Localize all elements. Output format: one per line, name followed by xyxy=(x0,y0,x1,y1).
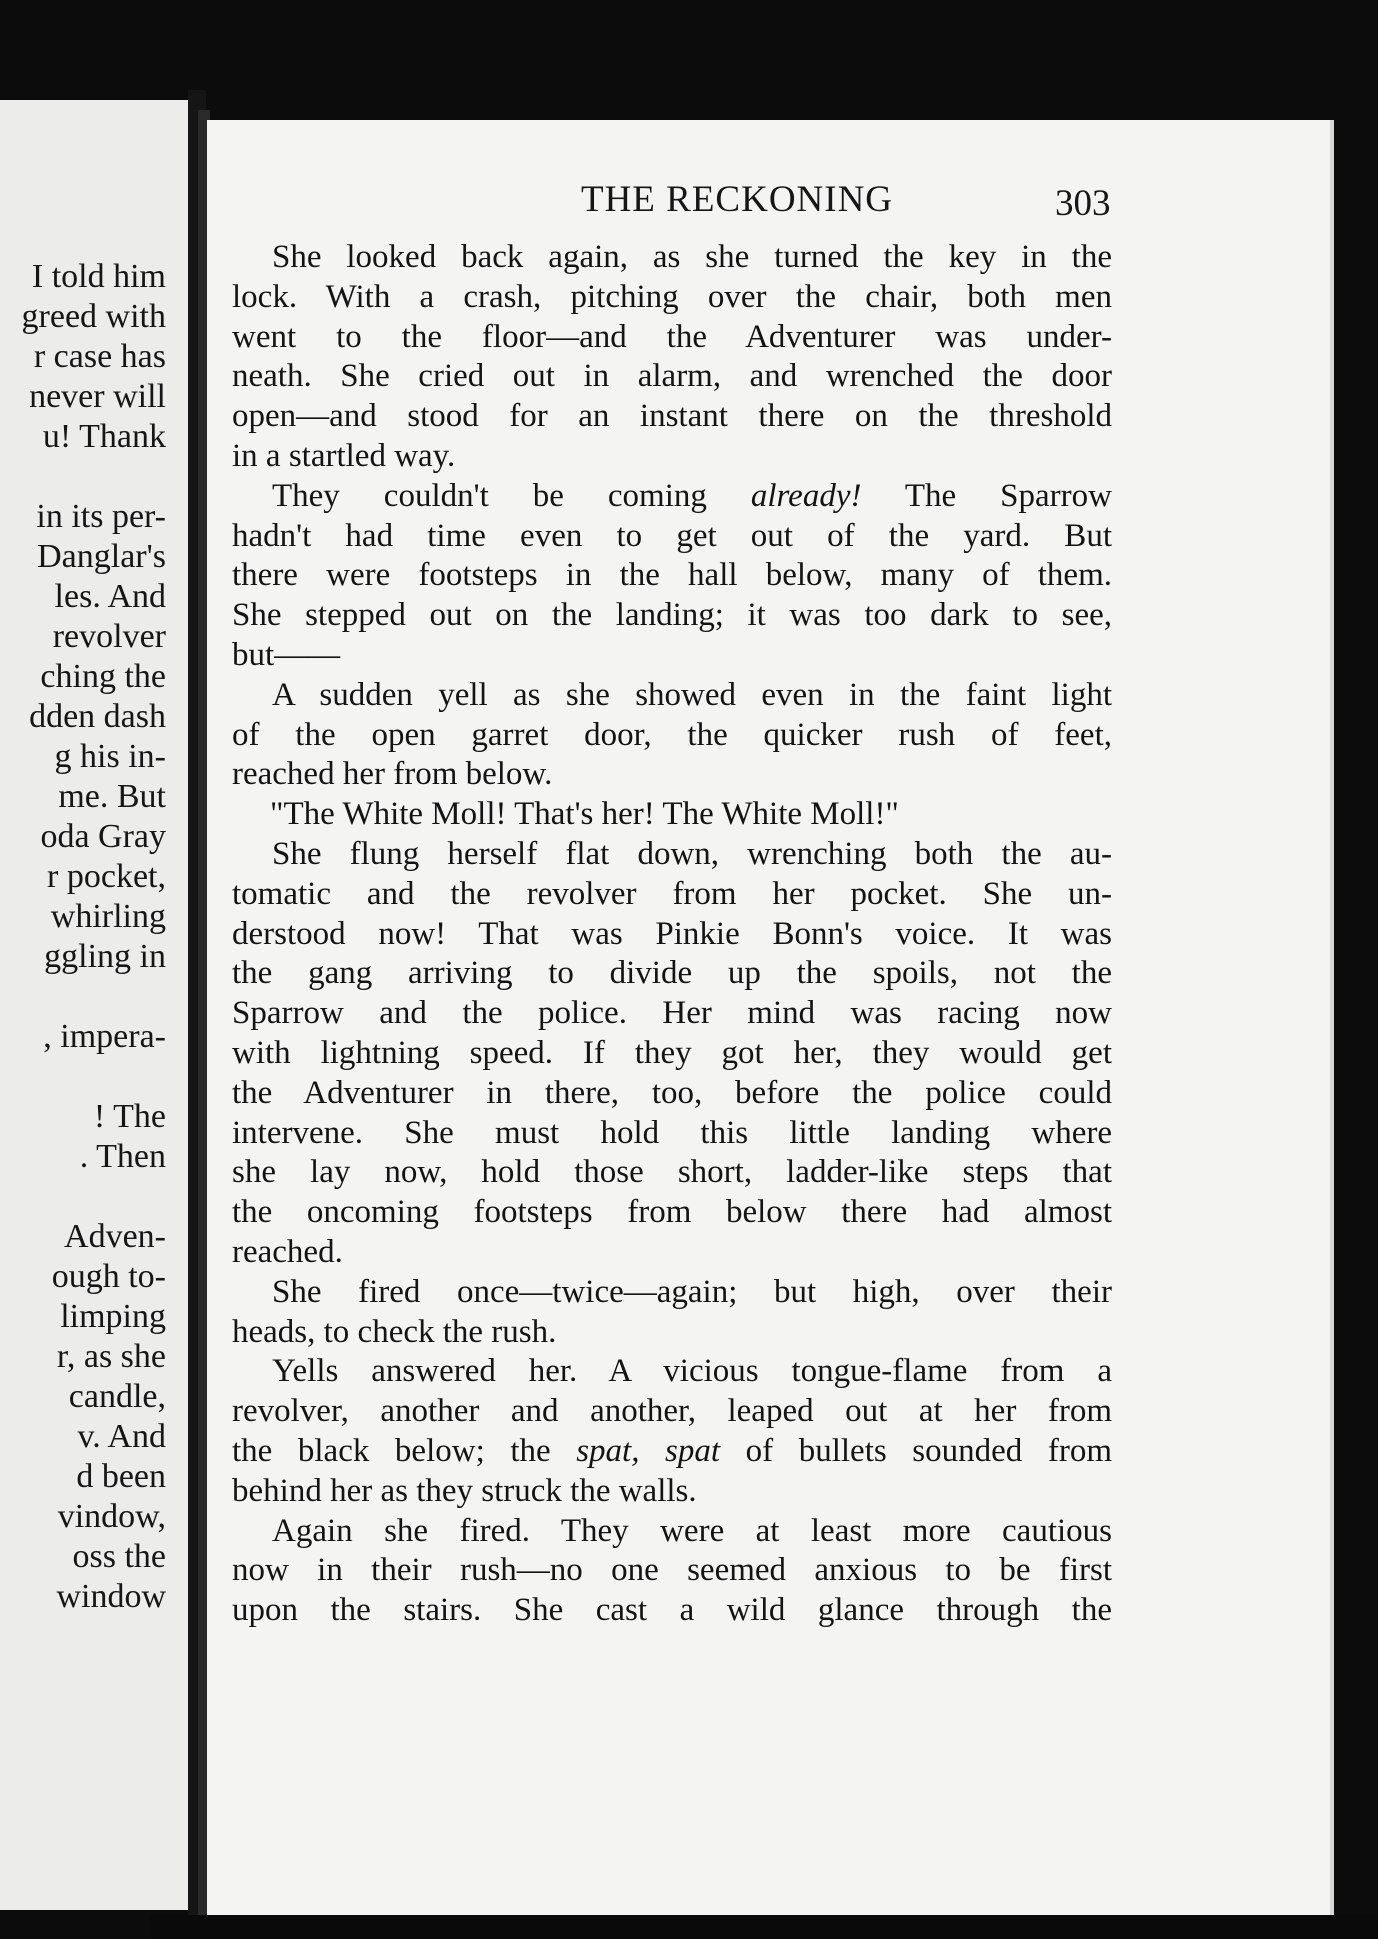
left-page-text xyxy=(0,257,166,1617)
text-line: Yells answered her. A vicious tongue-flame from a xyxy=(272,1353,1112,1390)
text-line: went to the floor—and the Adventurer was under- xyxy=(232,318,1112,355)
text-line: Again she fired. They were at least more cautious xyxy=(272,1512,1112,1549)
left-line: ough to- xyxy=(51,1258,166,1295)
text-line: reached her from below. xyxy=(232,756,553,793)
left-line: Danglar's xyxy=(37,538,166,575)
left-line xyxy=(0,977,166,1017)
left-line xyxy=(0,457,166,497)
text-line: heads, to check the rush. xyxy=(232,1313,557,1350)
text-line: "The White Moll! That's her! The White Moll!" xyxy=(270,796,899,833)
left-line: oda Gray xyxy=(40,818,166,855)
text-line: now in their rush—no one seemed anxious to be first xyxy=(232,1552,1112,1589)
text-line: reached. xyxy=(232,1233,343,1270)
left-line: me. But xyxy=(58,778,166,815)
text-line: She flung herself flat down, wrenching both the au- xyxy=(272,835,1112,872)
left-line: never will xyxy=(29,378,166,415)
left-line: oss the xyxy=(72,1538,166,1575)
text-line: the oncoming footsteps from below there had almost xyxy=(232,1194,1112,1231)
right-page xyxy=(207,120,1334,1915)
page-number: 303 xyxy=(1055,183,1111,224)
left-line: window xyxy=(56,1578,166,1615)
text-line: derstood now! That was Pinkie Bonn's voice. It was xyxy=(232,915,1112,952)
text-line: hadn't had time even to get out of the yard. But xyxy=(232,517,1112,554)
text-line: tomatic and the revolver from her pocket. She un- xyxy=(232,875,1112,912)
emphasis-text: already! xyxy=(750,477,862,514)
left-line xyxy=(0,1057,166,1097)
left-line: v. And xyxy=(77,1418,166,1455)
bottom-scan-edge xyxy=(150,1915,1378,1939)
left-line: revolver xyxy=(52,618,166,655)
text-line: of the open garret door, the quicker rush of feet, xyxy=(232,716,1112,753)
text-line: in a startled way. xyxy=(232,437,456,474)
left-line: candle, xyxy=(68,1378,166,1415)
left-line: r pocket, xyxy=(47,858,166,895)
left-line: r, as she xyxy=(56,1338,166,1375)
text-line: the Adventurer in there, too, before the police could xyxy=(232,1074,1112,1111)
left-line xyxy=(0,1177,166,1217)
left-line: I told him xyxy=(31,258,166,295)
text-line: A sudden yell as she showed even in the faint light xyxy=(272,676,1112,713)
left-line: les. And xyxy=(54,578,166,615)
left-facing-page xyxy=(0,100,188,1910)
text-line: neath. She cried out in alarm, and wrenched the door xyxy=(232,358,1112,395)
text-line: upon the stairs. She cast a wild glance through the xyxy=(232,1592,1112,1629)
text-line: there were footsteps in the hall below, many of them. xyxy=(232,557,1112,594)
text-line: the black below; the spat, spat of bullets sounded from xyxy=(232,1432,1112,1469)
text-line: lock. With a crash, pitching over the chair, both men xyxy=(232,278,1112,315)
left-line: Adven- xyxy=(64,1218,166,1255)
text-line: She fired once—twice—again; but high, over their xyxy=(272,1273,1112,1310)
left-line: vindow, xyxy=(57,1498,166,1535)
text-line: intervene. She must hold this little landing where xyxy=(232,1114,1112,1151)
text-line: She stepped out on the landing; it was too dark to see, xyxy=(232,597,1112,634)
left-line: greed with xyxy=(21,298,166,335)
left-line: ggling in xyxy=(44,938,166,975)
left-line: ! The xyxy=(93,1098,166,1135)
emphasis-text: spat, spat xyxy=(576,1432,721,1469)
text-line: with lightning speed. If they got her, they would get xyxy=(232,1034,1112,1071)
text-line: the gang arriving to divide up the spoils, not the xyxy=(232,955,1112,992)
left-line: in its per- xyxy=(36,498,166,535)
text-line: open—and stood for an instant there on the threshold xyxy=(232,398,1112,435)
text-line: behind her as they struck the walls. xyxy=(232,1472,697,1509)
left-line: limping xyxy=(60,1298,166,1335)
text-line: Sparrow and the police. Her mind was racing now xyxy=(232,995,1112,1032)
running-title: THE RECKONING xyxy=(580,179,894,220)
left-line: g his in- xyxy=(54,738,166,775)
left-line: r case has xyxy=(33,338,166,375)
left-line: . Then xyxy=(79,1138,166,1175)
text-line: revolver, another and another, leaped out at her from xyxy=(232,1393,1112,1430)
left-line: d been xyxy=(76,1458,166,1495)
body-text xyxy=(232,238,1112,1631)
text-line: She looked back again, as she turned the key in the xyxy=(272,239,1112,275)
left-line: dden dash xyxy=(29,698,166,735)
left-line: , impera- xyxy=(43,1018,166,1055)
left-line: whirling xyxy=(50,898,166,935)
page-header xyxy=(207,178,1330,228)
text-line: but—— xyxy=(232,636,341,673)
text-line: They couldn't be coming already! The Sparrow xyxy=(272,477,1112,514)
left-line: ching the xyxy=(40,658,166,695)
left-line: u! Thank xyxy=(42,418,166,455)
text-line: she lay now, hold those short, ladder-like steps that xyxy=(232,1154,1112,1191)
